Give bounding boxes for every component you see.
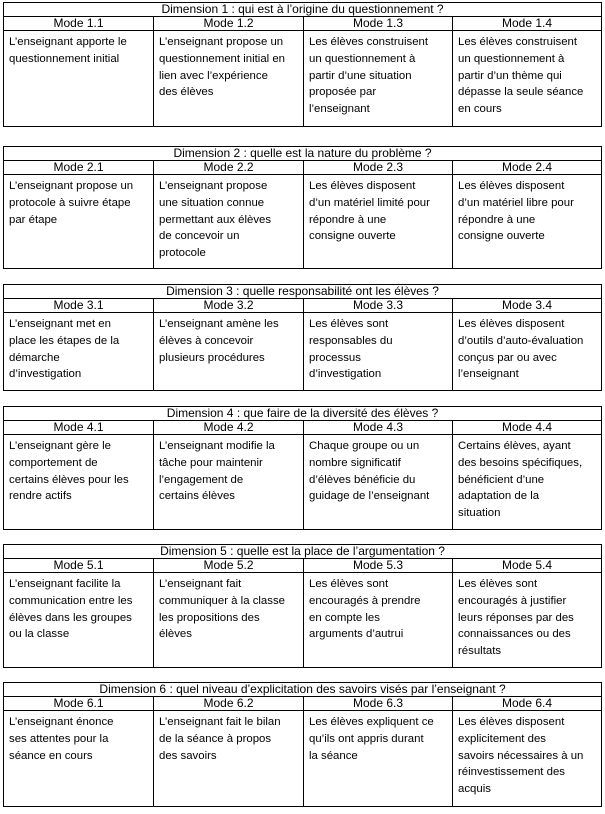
mode-description bbox=[304, 175, 453, 269]
description-line: Chaque groupe ou un bbox=[309, 440, 420, 452]
description-line: l’enseignant bbox=[309, 103, 370, 116]
description-line: l’engagement de bbox=[159, 473, 244, 486]
description-line: Certains élèves, ayant bbox=[458, 440, 571, 452]
mode-description bbox=[304, 573, 453, 668]
description-line: ses attentes pour la bbox=[9, 732, 109, 745]
mode-description bbox=[154, 313, 304, 391]
description-line: démarche bbox=[9, 351, 60, 364]
description-line: questionnement initial en bbox=[159, 52, 286, 65]
mode-description bbox=[304, 31, 453, 127]
mode-header: Mode 2.1 bbox=[4, 161, 154, 175]
mode-description bbox=[154, 711, 304, 807]
mode-description bbox=[304, 313, 453, 391]
description-line: d’outils d’auto-évaluation bbox=[458, 334, 584, 347]
description-line: un questionnement à bbox=[458, 52, 565, 65]
description-line: certains élèves pour les bbox=[9, 473, 129, 486]
mode-header: Mode 4.4 bbox=[453, 421, 602, 435]
description-line: élèves dans les groupes bbox=[9, 611, 132, 624]
description-line: L’enseignant propose un bbox=[159, 36, 284, 48]
mode-description bbox=[154, 175, 304, 269]
description-line: les propositions des bbox=[159, 611, 260, 624]
description-line: d’un matériel libre pour bbox=[458, 196, 574, 209]
description-line: une situation connue bbox=[159, 196, 265, 209]
description-line: L’enseignant gère le bbox=[9, 440, 111, 452]
mode-description bbox=[453, 31, 602, 127]
description-line: Les élèves construisent bbox=[458, 36, 578, 48]
description-line: en compte les bbox=[309, 611, 380, 624]
dimension-table-3 bbox=[3, 284, 602, 391]
description-line: communiquer à la classe bbox=[159, 594, 285, 607]
mode-header: Mode 6.2 bbox=[154, 697, 304, 711]
dimension-title: Dimension 4 : que faire de la diversité des élèves ? bbox=[4, 407, 602, 421]
description-line: d’élèves bénéficie du bbox=[309, 473, 416, 486]
dimension-title: Dimension 3 : quelle responsabilité ont les élèves ? bbox=[4, 285, 602, 299]
mode-header: Mode 2.3 bbox=[304, 161, 453, 175]
description-line: de la séance à propos bbox=[159, 732, 272, 745]
mode-header: Mode 4.2 bbox=[154, 421, 304, 435]
description-line: des savoirs bbox=[159, 749, 217, 762]
description-line: L’enseignant facilite la bbox=[9, 578, 121, 590]
description-line: processus bbox=[309, 351, 361, 364]
description-line: nombre significatif bbox=[309, 456, 401, 469]
mode-description bbox=[4, 31, 154, 127]
description-line: l’enseignant bbox=[458, 368, 519, 381]
dimension-title: Dimension 1 : qui est à l’origine du questionnement ? bbox=[4, 3, 602, 17]
description-line: L’enseignant propose un bbox=[9, 180, 134, 192]
dimension-table-6 bbox=[3, 682, 602, 807]
mode-description bbox=[154, 435, 304, 530]
description-line: situation bbox=[458, 507, 501, 520]
description-line: adaptation de la bbox=[458, 490, 540, 503]
description-line: des élèves bbox=[159, 86, 214, 99]
description-line: certains élèves bbox=[159, 490, 235, 503]
description-line: explicitement des bbox=[458, 732, 547, 745]
description-line: protocole bbox=[159, 247, 206, 260]
description-line: rendre actifs bbox=[9, 490, 72, 503]
dimension-table-5 bbox=[3, 544, 602, 668]
description-line: proposée par bbox=[309, 86, 377, 99]
description-line: réinvestissement des bbox=[458, 766, 565, 779]
mode-header: Mode 1.1 bbox=[4, 17, 154, 31]
description-line: d’investigation bbox=[9, 368, 82, 381]
mode-header: Mode 5.4 bbox=[453, 559, 602, 573]
mode-description bbox=[453, 573, 602, 668]
mode-header: Mode 5.1 bbox=[4, 559, 154, 573]
description-line: partir d’une situation bbox=[309, 69, 412, 82]
dimension-title: Dimension 2 : quelle est la nature du problème ? bbox=[4, 147, 602, 161]
description-line: Les élèves disposent bbox=[458, 716, 565, 728]
description-line: permettant aux élèves bbox=[159, 213, 272, 226]
description-line: L’enseignant apporte le bbox=[9, 36, 127, 48]
description-line: Les élèves sont bbox=[309, 318, 389, 330]
description-line: des besoins spécifiques, bbox=[458, 456, 583, 469]
description-line: L’enseignant énonce bbox=[9, 716, 114, 728]
mode-header: Mode 6.3 bbox=[304, 697, 453, 711]
dimension-title: Dimension 5 : quelle est la place de l’argumentation ? bbox=[4, 545, 602, 559]
description-line: Les élèves disposent bbox=[458, 318, 565, 330]
mode-header: Mode 3.3 bbox=[304, 299, 453, 313]
mode-description bbox=[4, 573, 154, 668]
description-line: guidage de l’enseignant bbox=[309, 490, 430, 503]
description-line: plusieurs procédures bbox=[159, 351, 265, 364]
description-line: séance en cours bbox=[9, 749, 93, 762]
description-line: acquis bbox=[458, 783, 491, 796]
description-line: place les étapes de la bbox=[9, 334, 120, 347]
mode-header: Mode 1.3 bbox=[304, 17, 453, 31]
mode-description bbox=[453, 711, 602, 807]
description-line: Les élèves construisent bbox=[309, 36, 429, 48]
description-line: consigne ouverte bbox=[458, 230, 545, 243]
description-line: protocole à suivre étape bbox=[9, 196, 131, 209]
description-line: leurs réponses par des bbox=[458, 611, 574, 624]
description-line: L’enseignant amène les bbox=[159, 318, 279, 330]
description-line: élèves bbox=[159, 628, 192, 641]
mode-header: Mode 4.3 bbox=[304, 421, 453, 435]
mode-description bbox=[453, 175, 602, 269]
description-line: par étape bbox=[9, 213, 58, 226]
description-line: bénéficient d’une bbox=[458, 473, 545, 486]
description-line: un questionnement à bbox=[309, 52, 416, 65]
mode-description bbox=[453, 435, 602, 530]
mode-header: Mode 3.1 bbox=[4, 299, 154, 313]
mode-description bbox=[154, 573, 304, 668]
mode-description bbox=[453, 313, 602, 391]
description-line: élèves à concevoir bbox=[159, 334, 254, 347]
description-line: répondre à une bbox=[458, 213, 536, 226]
description-line: Les élèves expliquent ce bbox=[309, 716, 434, 728]
mode-header: Mode 5.2 bbox=[154, 559, 304, 573]
description-line: ou la classe bbox=[9, 628, 70, 641]
description-line: Les élèves sont bbox=[458, 578, 538, 590]
mode-header: Mode 3.4 bbox=[453, 299, 602, 313]
description-line: Les élèves disposent bbox=[309, 180, 416, 192]
description-line: résultats bbox=[458, 645, 502, 658]
description-line: encouragés à justifier bbox=[458, 594, 567, 607]
description-line: dépasse la seule séance bbox=[458, 86, 584, 99]
description-line: conçus par ou avec bbox=[458, 351, 557, 364]
description-line: de concevoir un bbox=[159, 230, 240, 243]
description-line: Les élèves disposent bbox=[458, 180, 565, 192]
mode-header: Mode 2.2 bbox=[154, 161, 304, 175]
description-line: qu’ils ont appris durant bbox=[309, 732, 424, 745]
description-line: L’enseignant fait bbox=[159, 578, 242, 590]
dimension-title: Dimension 6 : quel niveau d’explicitation des savoirs visés par l’enseignant ? bbox=[4, 683, 602, 697]
description-line: consigne ouverte bbox=[309, 230, 396, 243]
description-line: partir d’un thème qui bbox=[458, 69, 562, 82]
mode-description bbox=[4, 435, 154, 530]
mode-description bbox=[4, 175, 154, 269]
description-line: encouragés à prendre bbox=[309, 594, 421, 607]
mode-header: Mode 5.3 bbox=[304, 559, 453, 573]
mode-header: Mode 6.4 bbox=[453, 697, 602, 711]
description-line: Les élèves sont bbox=[309, 578, 389, 590]
description-line: questionnement initial bbox=[9, 52, 120, 65]
description-line: comportement de bbox=[9, 456, 98, 469]
mode-header: Mode 6.1 bbox=[4, 697, 154, 711]
mode-description bbox=[4, 711, 154, 807]
mode-description bbox=[304, 435, 453, 530]
description-line: d’investigation bbox=[309, 368, 382, 381]
mode-description bbox=[154, 31, 304, 127]
mode-header: Mode 2.4 bbox=[453, 161, 602, 175]
description-line: L’enseignant modifie la bbox=[159, 440, 275, 452]
description-line: tâche pour maintenir bbox=[159, 456, 263, 469]
dimension-table-4 bbox=[3, 406, 602, 530]
mode-header: Mode 3.2 bbox=[154, 299, 304, 313]
dimension-table-2 bbox=[3, 146, 602, 269]
description-line: la séance bbox=[309, 749, 358, 762]
mode-header: Mode 1.4 bbox=[453, 17, 602, 31]
dimension-table-1 bbox=[3, 2, 602, 127]
mode-header: Mode 4.1 bbox=[4, 421, 154, 435]
mode-description bbox=[304, 711, 453, 807]
description-line: L’enseignant propose bbox=[159, 180, 268, 192]
description-line: répondre à une bbox=[309, 213, 387, 226]
description-line: L’enseignant met en bbox=[9, 318, 111, 330]
description-line: communication entre les bbox=[9, 594, 133, 607]
description-line: connaissances ou des bbox=[458, 628, 571, 641]
description-line: arguments d’autrui bbox=[309, 628, 404, 641]
description-line: responsables du bbox=[309, 334, 393, 347]
description-line: en cours bbox=[458, 103, 502, 116]
mode-header: Mode 1.2 bbox=[154, 17, 304, 31]
mode-description bbox=[4, 313, 154, 391]
description-line: L’enseignant fait le bilan bbox=[159, 716, 281, 728]
description-line: lien avec l’expérience bbox=[159, 69, 268, 82]
description-line: d’un matériel limité pour bbox=[309, 196, 430, 209]
description-line: savoirs nécessaires à un bbox=[458, 749, 584, 762]
